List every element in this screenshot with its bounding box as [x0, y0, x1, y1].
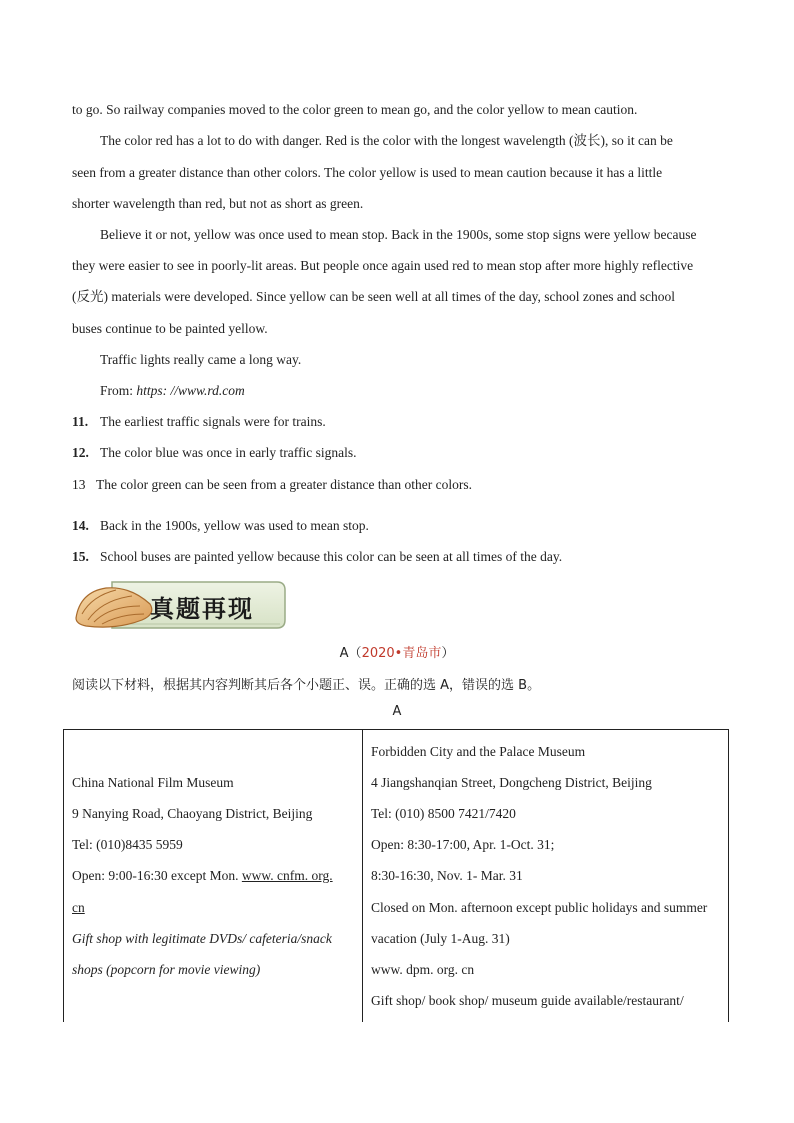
question-number: 15.: [72, 549, 89, 564]
question-text: Back in the 1900s, yellow was used to mean stop.: [100, 518, 369, 533]
instruction: 阅读以下材料，根据其内容判断其后各个小题正、误。正确的选 A，错误的选 B。: [72, 678, 541, 693]
passage-line: to go. So railway companies moved to the color green to mean go, and the color yellow to mean caution.: [72, 102, 638, 117]
source-suffix: ）: [441, 646, 455, 661]
palace-museum-address: 4 Jiangshanqian Street, Dongcheng District, Beijing: [371, 775, 652, 790]
palace-museum-tel: Tel: (010) 8500 7421/7420: [371, 806, 516, 821]
passage-line: seen from a greater distance than other colors. The color yellow is used to mean caution because it has a little: [72, 165, 663, 180]
section-label: A: [392, 704, 402, 719]
source-citation: [100, 382, 245, 400]
passage-line: (反光) materials were developed. Since yellow can be seen well at all times of the day, school zones and school: [72, 289, 676, 304]
table-border: [728, 730, 729, 1022]
film-museum-extra: shops (popcorn for movie viewing): [72, 962, 261, 977]
question-number: 14.: [72, 518, 89, 533]
question-item: [72, 517, 369, 535]
question-number: 11.: [72, 414, 89, 429]
question-text: The earliest traffic signals were for trains.: [100, 414, 326, 429]
film-museum-link-cont: [72, 899, 85, 917]
question-item: [72, 548, 562, 566]
passage-line: Traffic lights really came a long way.: [100, 352, 302, 367]
question-text: School buses are painted yellow because this color can be seen at all times of the day.: [100, 549, 563, 564]
source-line: [0, 642, 794, 661]
palace-museum-services: Gift shop/ book shop/ museum guide available/restaurant/: [371, 993, 684, 1008]
source-highlight: 2020•青岛市: [361, 646, 442, 661]
passage-line: shorter wavelength than red, but not as short as green.: [72, 196, 364, 211]
banner-title: 真题再现: [150, 594, 254, 623]
film-museum-extra: Gift shop with legitimate DVDs/ cafeteria/snack: [72, 931, 332, 946]
info-table: [63, 729, 729, 1022]
palace-museum-closed: vacation (July 1-Aug. 31): [371, 931, 510, 946]
passage-line: they were easier to see in poorly-lit areas. But people once again used red to mean stop after more highly reflective: [72, 258, 694, 273]
palace-museum-open: 8:30-16:30, Nov. 1- Mar. 31: [371, 868, 523, 883]
film-museum-hours: Open: 9:00-16:30 except Mon.: [72, 868, 242, 883]
palace-museum-closed: Closed on Mon. afternoon except public holidays and summer: [371, 900, 708, 915]
palace-museum-name: Forbidden City and the Palace Museum: [371, 744, 586, 759]
film-museum-address: 9 Nanying Road, Chaoyang District, Beijing: [72, 806, 313, 821]
question-number: 12.: [72, 445, 89, 460]
film-museum-link[interactable]: www. cnfm. org.: [241, 868, 333, 883]
palace-museum-open: Open: 8:30-17:00, Apr. 1-Oct. 31;: [371, 837, 555, 852]
passage-line: Believe it or not, yellow was once used to mean stop. Back in the 1900s, some stop signs were yellow because: [100, 227, 697, 242]
table-divider: [362, 730, 363, 1022]
question-text: The color blue was once in early traffic signals.: [100, 445, 357, 460]
question-text: The color green can be seen from a greater distance than other colors.: [96, 477, 472, 492]
from-label: From:: [100, 383, 137, 398]
passage-line: buses continue to be painted yellow.: [72, 321, 268, 336]
question-item: [72, 476, 472, 494]
question-number: 13: [72, 477, 86, 492]
table-border: [63, 730, 64, 1022]
film-museum-link[interactable]: cn: [72, 900, 85, 915]
film-museum-tel: Tel: (010)8435 5959: [72, 837, 183, 852]
from-url: https: //www.rd.com: [136, 383, 245, 398]
question-item: [72, 413, 326, 431]
film-museum-open: [72, 867, 333, 885]
passage-line: The color red has a lot to do with danger. Red is the color with the longest wavelength (波长), so it can be: [100, 133, 673, 148]
source-prefix: A（: [339, 646, 362, 661]
palace-museum-url: www. dpm. org. cn: [371, 962, 475, 977]
film-museum-name: China National Film Museum: [72, 775, 234, 790]
question-item: [72, 444, 357, 462]
